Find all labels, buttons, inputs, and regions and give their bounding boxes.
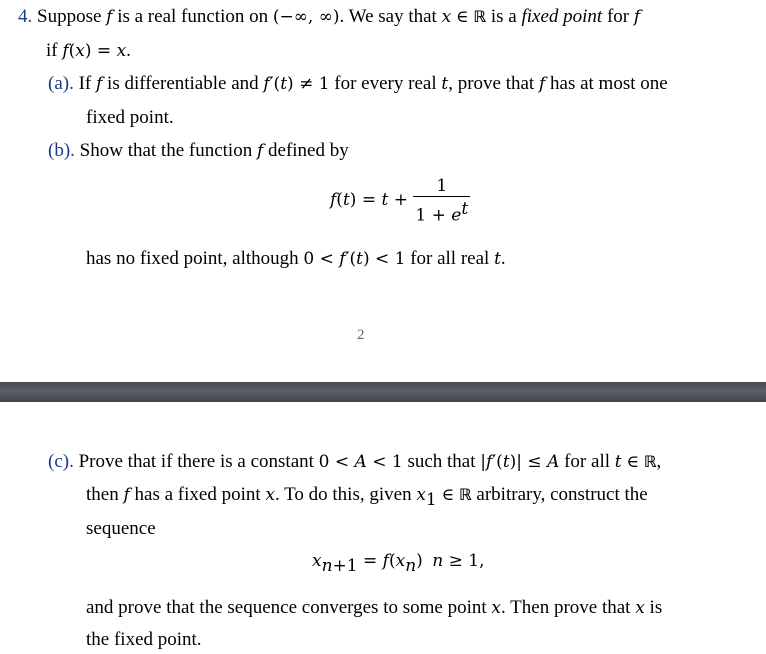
part-c-label: (c). [48,451,74,472]
page-separator [0,382,766,402]
problem-number: 4. [18,6,33,27]
part-b-line-2: has no fixed point, although 0 < f′(t) < 1 for all real t. [86,248,506,269]
page-bottom [0,402,766,654]
part-c-line-1: (c). Prove that if there is a constant 0 < A < 1 such that |f′(t)| ≤ A for all t ∈ ℝ, [48,451,662,472]
text-suppose: Suppose [37,6,102,27]
formula-c: $x_{n+1} = f(x_n) n \ge 1$, [312,551,485,576]
part-c-line-2: then f has a fixed point x. To do this, given $x_1$ ∈ ℝ arbitrary, construct the [86,484,648,510]
problem-statement-line-2: if f(x) = x. [46,40,131,61]
part-a-line-1: (a). If f is differentiable and f′(t) ≠ 1 for every real t, prove that f has at most one [48,73,668,94]
page-number: 2 [357,327,365,343]
part-c-line-4: and prove that the sequence converges to some point x. Then prove that x is [86,597,663,618]
problem-statement-line-1: 4. Suppose f is a real function on (−∞, ∞). We say that x ∈ ℝ is a fixed point for f [18,6,641,27]
part-a-line-2: fixed point. [86,107,174,128]
part-b-label: (b). [48,140,75,161]
fixed-point-term: fixed point [521,6,603,27]
part-c-line-3: sequence [86,518,156,539]
part-a-label: (a). [48,73,74,94]
part-c-line-5: the fixed point. [86,629,202,650]
formula-b: f(t) = t + $\frac{1}{1 + e^t}$ [330,176,469,226]
part-b-line-1: (b). Show that the function f defined by [48,140,349,161]
